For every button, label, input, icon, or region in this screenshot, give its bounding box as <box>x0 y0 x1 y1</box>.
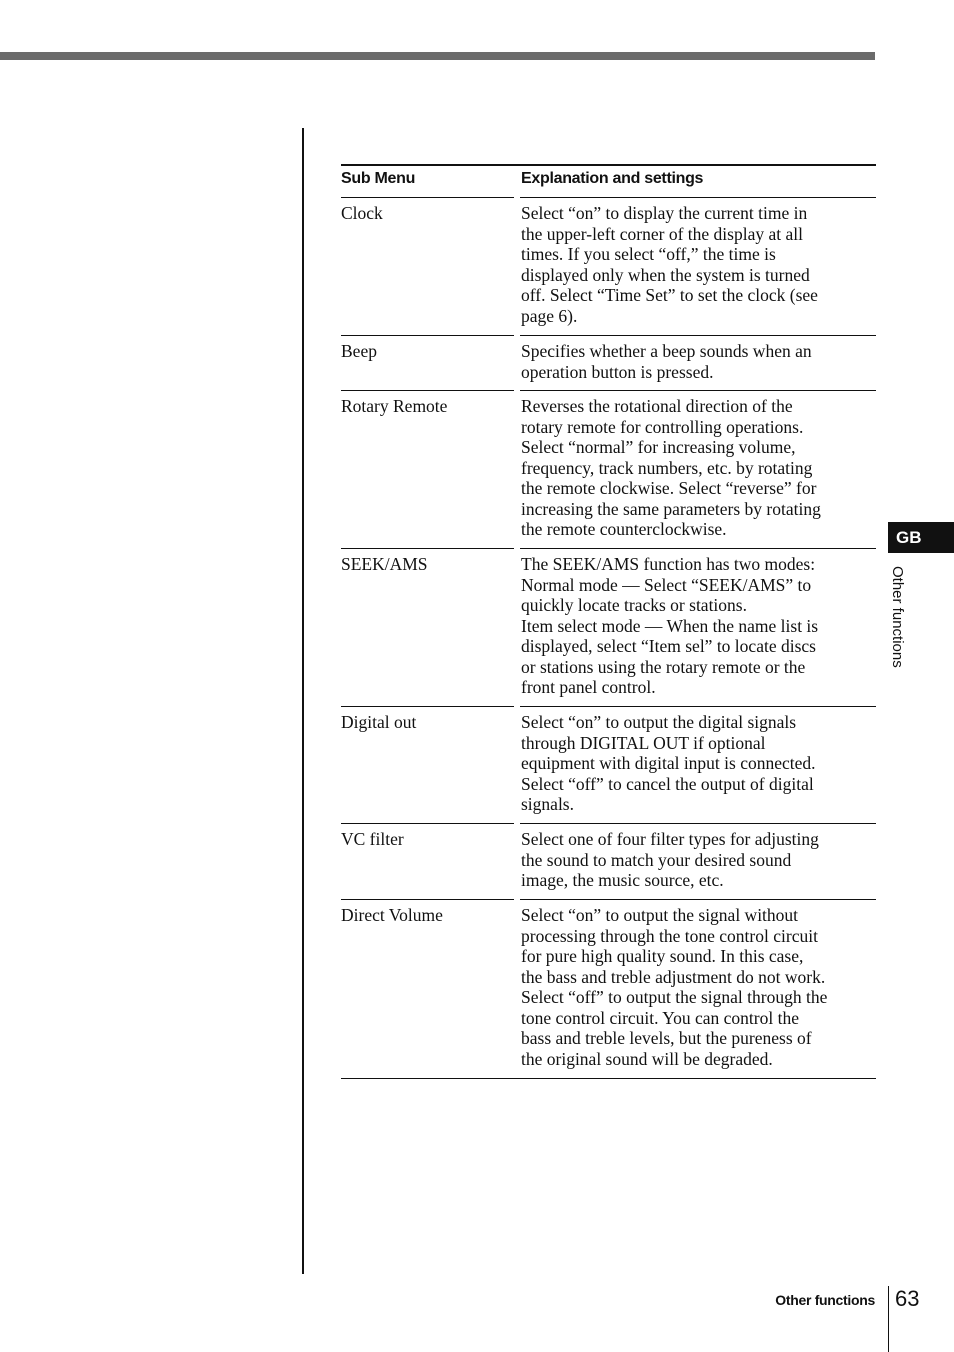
table-header <box>341 164 876 198</box>
explanation-line: the remote counterclockwise. <box>521 519 727 539</box>
explanation-line: Reverses the rotational direction of the <box>521 396 793 416</box>
sub-menu-explanation <box>521 707 881 815</box>
margin-rule <box>302 128 304 1274</box>
explanation-line: for pure high quality sound. In this case, <box>521 946 804 966</box>
explanation-line: Select “normal” for increasing volume, <box>521 437 796 457</box>
explanation-line: processing through the tone control circuit <box>521 925 818 946</box>
explanation-line: displayed, select “Item sel” to locate discs <box>521 636 816 656</box>
page-number: 63 <box>895 1286 920 1311</box>
explanation-line: tone control circuit. You can control the <box>521 1007 799 1028</box>
settings-table <box>341 164 876 1078</box>
explanation-line: Select “off” to output the signal through the <box>521 987 828 1007</box>
explanation-line: off. Select “Time Set” to set the clock (see <box>521 285 818 305</box>
explanation-line: Select “on” to output the signal without <box>521 905 799 925</box>
sub-menu-name: Beep <box>341 341 377 361</box>
explanation-line: the upper-left corner of the display at all <box>521 223 803 244</box>
sub-menu-name: Clock <box>341 203 383 223</box>
explanation-line: Specifies whether a beep sounds when an <box>521 341 812 361</box>
explanation-line: Normal mode — Select “SEEK/AMS” to <box>521 574 812 595</box>
table-row <box>341 549 876 707</box>
explanation-line: Select “on” to display the current time in <box>521 203 808 223</box>
explanation-line: the sound to match your desired sound <box>521 849 792 870</box>
sub-menu-name: SEEK/AMS <box>341 554 428 574</box>
explanation-line: times. If you select “off,” the time is <box>521 244 776 264</box>
sub-menu-explanation <box>521 900 881 1069</box>
explanation-line: operation button is pressed. <box>521 361 714 382</box>
table-row <box>341 336 876 391</box>
explanation-line: quickly locate tracks or stations. <box>521 595 747 615</box>
sub-menu-explanation <box>521 824 881 891</box>
footer-section-label: Other functions <box>775 1292 875 1308</box>
explanation-line: displayed only when the system is turned <box>521 264 810 285</box>
top-rule <box>0 52 875 60</box>
explanation-line: Select “on” to output the digital signals <box>521 712 797 732</box>
explanation-line: the original sound will be degraded. <box>521 1048 773 1069</box>
explanation-line: signals. <box>521 794 574 814</box>
footer-divider <box>888 1286 889 1352</box>
sub-menu-explanation <box>521 391 881 540</box>
explanation-line: through DIGITAL OUT if optional <box>521 732 766 753</box>
explanation-line: the remote clockwise. Select “reverse” for <box>521 478 817 498</box>
explanation-line: Select “off” to cancel the output of digital <box>521 773 814 794</box>
table-row <box>341 198 876 336</box>
table-row <box>341 824 876 900</box>
sub-menu-explanation <box>521 198 881 326</box>
explanation-line: increasing the same parameters by rotating <box>521 498 821 519</box>
explanation-line: or stations using the rotary remote or the <box>521 656 806 677</box>
explanation-line: front panel control. <box>521 677 656 697</box>
table-body <box>341 198 876 1078</box>
explanation-line: the bass and treble adjustment do not work. <box>521 966 826 987</box>
explanation-line: frequency, track numbers, etc. by rotating <box>521 457 813 478</box>
explanation-line: rotary remote for controlling operations. <box>521 416 804 437</box>
header-sub-menu: Sub Menu <box>341 170 416 187</box>
explanation-line: page 6). <box>521 305 578 326</box>
sub-menu-explanation <box>521 549 881 698</box>
table-row <box>341 707 876 824</box>
explanation-line: Select one of four filter types for adjusting <box>521 829 819 849</box>
sub-menu-name: Rotary Remote <box>341 396 448 416</box>
explanation-line: bass and treble levels, but the pureness of <box>521 1028 812 1048</box>
explanation-line: equipment with digital input is connected. <box>521 753 816 773</box>
table-row <box>341 900 876 1078</box>
language-tab: GB <box>888 522 954 553</box>
sub-menu-name: VC filter <box>341 829 404 849</box>
explanation-line: Item select mode — When the name list is <box>521 615 819 636</box>
sub-menu-name: Digital out <box>341 712 417 732</box>
explanation-line: The SEEK/AMS function has two modes: <box>521 554 816 574</box>
table-end-rule <box>341 1078 876 1079</box>
side-section-label: Other functions <box>889 566 906 668</box>
sub-menu-name: Direct Volume <box>341 905 443 925</box>
table-row <box>341 391 876 549</box>
header-top-line <box>341 164 876 166</box>
header-explanation: Explanation and settings <box>521 170 704 187</box>
sub-menu-explanation <box>521 336 881 382</box>
explanation-line: image, the music source, etc. <box>521 870 724 890</box>
